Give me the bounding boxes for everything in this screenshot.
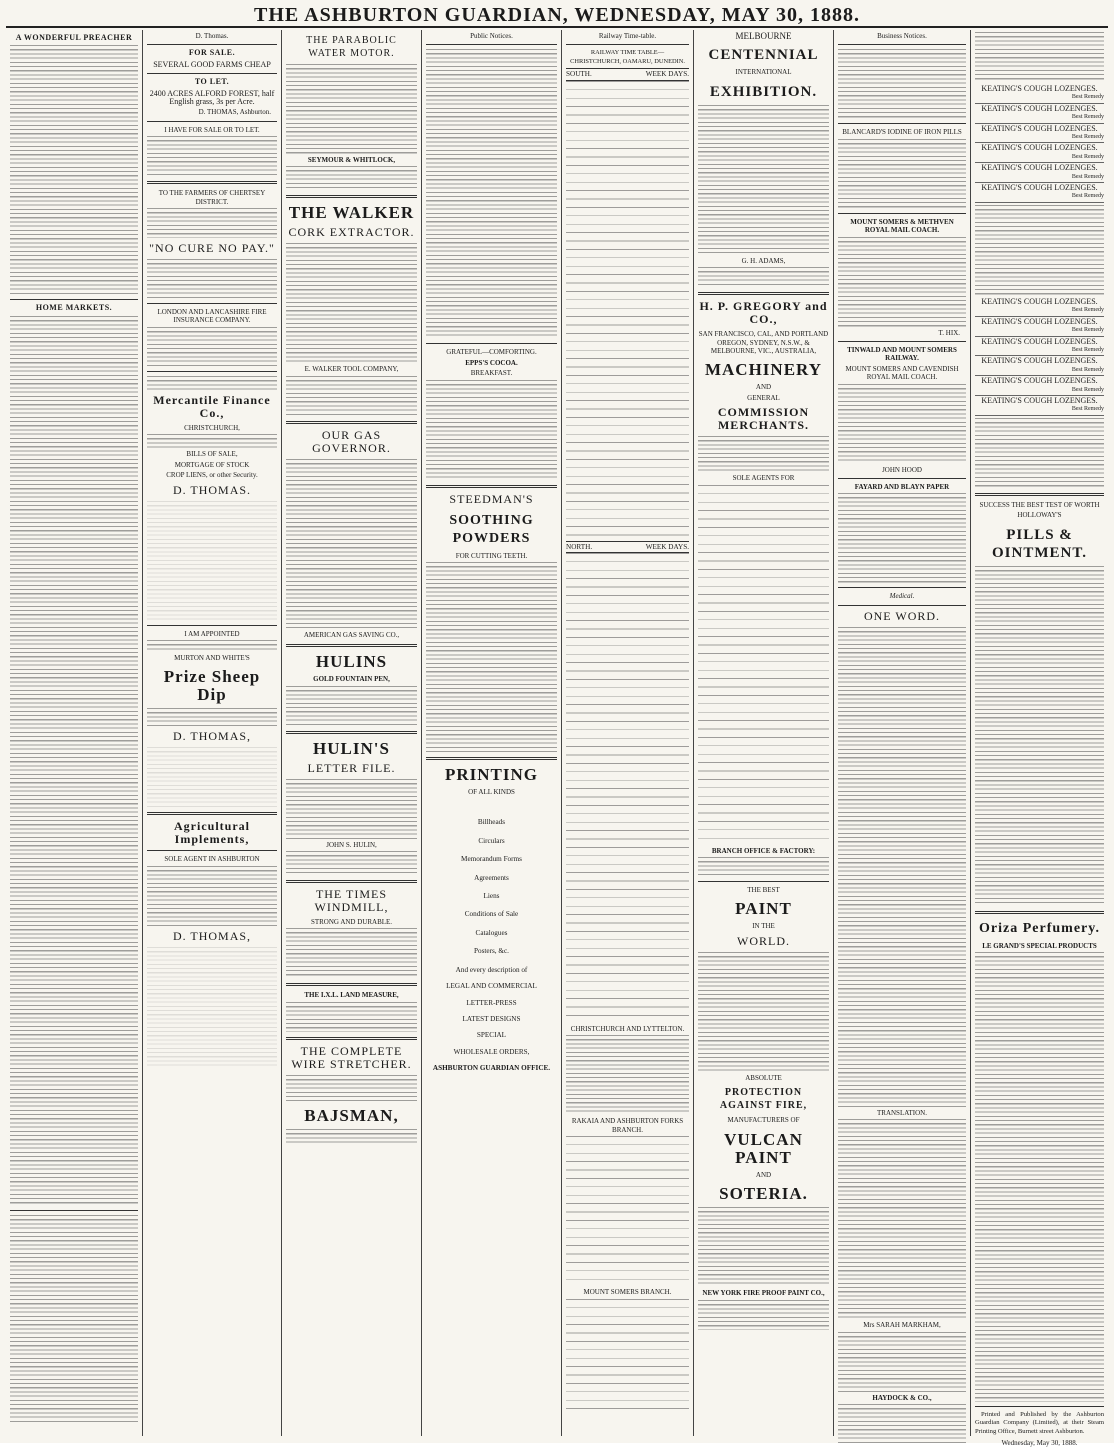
lozenge-remedy: Best Remedy <box>1071 153 1104 160</box>
timetable-header <box>566 68 689 80</box>
hulins-title: HULINS <box>315 652 388 672</box>
printing-item: LATEST DESIGNS <box>462 1014 521 1023</box>
gas-governor-body <box>286 459 417 629</box>
divider <box>286 644 417 647</box>
wire-stretcher-sig: BAJSMAN, <box>304 1105 399 1125</box>
markets-body <box>10 316 138 1206</box>
lozenge-ad <box>975 104 1104 124</box>
week-days-label: WEEK DAYS. <box>645 70 689 79</box>
implements-sig: D. THOMAS, <box>172 928 252 943</box>
lozenge-ad <box>975 376 1104 396</box>
letter-file-addr <box>286 851 417 875</box>
keating-testimonial-2 <box>975 418 1104 488</box>
mercantile-sig: D. THOMAS. <box>172 482 252 497</box>
column-7 <box>834 30 971 1436</box>
printing-item: Catalogues <box>475 928 508 937</box>
markets-heading: HOME MARKETS. <box>35 303 113 313</box>
spacer <box>426 798 557 808</box>
divider <box>426 485 557 488</box>
walker-body <box>286 243 417 363</box>
divider <box>147 625 277 626</box>
windmill-title: THE TIMES WINDMILL, <box>314 887 389 915</box>
divider <box>147 371 277 372</box>
tinwald-sub: MOUNT SOMERS AND CAVENDISH ROYAL MAIL COACH. <box>845 364 959 382</box>
lozenge-ad <box>975 317 1104 337</box>
railway-heading: Railway Time-table. <box>598 32 657 40</box>
divider <box>426 44 557 45</box>
column-8 <box>971 30 1108 1448</box>
farmers-title: TO THE FARMERS OF CHERTSEY DISTRICT. <box>158 189 266 206</box>
printing-item: And every description of <box>455 965 528 974</box>
public-notices-heading: Public Notices. <box>470 32 513 40</box>
divider <box>286 195 417 198</box>
water-motor-body <box>286 64 417 154</box>
keating-testimonial <box>975 205 1104 295</box>
holloway-sub: HOLLOWAY'S <box>1017 511 1062 520</box>
divider <box>286 731 417 734</box>
haydock-sig: HAYDOCK & CO., <box>872 1393 932 1402</box>
walker-body-2 <box>286 376 417 416</box>
wire-stretcher-body <box>286 1075 417 1101</box>
centennial-title: CENTENNIAL <box>708 47 819 64</box>
divider <box>147 303 277 304</box>
cutting-teeth: FOR CUTTING TEETH. <box>455 551 528 560</box>
tinwald-body <box>838 384 966 464</box>
column-4 <box>422 30 562 1436</box>
lozenge-title: KEATING'S COUGH LOZENGES. <box>981 123 1098 133</box>
printing-item: Agreements <box>474 873 509 882</box>
divider <box>286 983 417 986</box>
markham-sig: Mrs SARAH MARKHAM, <box>863 1321 941 1330</box>
sole-agents: SOLE AGENTS FOR <box>732 474 795 483</box>
tinwald-title: TINWALD AND MOUNT SOMERS RAILWAY. <box>847 346 957 363</box>
mount-somers-heading: MOUNT SOMERS BRANCH. <box>583 1288 672 1297</box>
medical-heading: Medical. <box>889 592 915 601</box>
printing-item: Conditions of Sale <box>464 910 519 919</box>
soteria: SOTERIA. <box>719 1184 808 1204</box>
divider <box>975 493 1104 496</box>
lozenge-ad <box>975 143 1104 163</box>
gas-governor-title: OUR GAS GOVERNOR. <box>312 427 391 455</box>
printing-item: Liens <box>483 892 500 901</box>
soothing-powders: SOOTHING POWDERS <box>449 512 534 546</box>
farmers-body <box>147 208 277 238</box>
lozenge-remedy: Best Remedy <box>1071 114 1104 121</box>
ad-top-sig: D. Thomas. <box>195 32 229 40</box>
printing-item: Circulars <box>478 836 505 845</box>
divider <box>147 44 277 45</box>
lozenge-title: KEATING'S COUGH LOZENGES. <box>981 163 1098 173</box>
insurance-body <box>147 327 277 367</box>
masthead-title: THE ASHBURTON GUARDIAN, WEDNESDAY, MAY 30, 1888. <box>254 3 860 26</box>
gas-governor-sig: AMERICAN GAS SAVING CO., <box>303 630 400 639</box>
lozenge-remedy: Best Remedy <box>1071 94 1104 101</box>
story-heading: A WONDERFUL PREACHER <box>15 33 133 42</box>
lozenge-title: KEATING'S COUGH LOZENGES. <box>981 296 1098 306</box>
world-title: WORLD. <box>737 933 790 948</box>
imprint-date: Wednesday, May 30, 1888. <box>1001 1439 1078 1448</box>
lozenge-title: KEATING'S COUGH LOZENGES. <box>981 376 1098 386</box>
oriza-title: Oriza Perfumery. <box>979 920 1100 936</box>
column-6 <box>694 30 834 1436</box>
lozenge-title: KEATING'S COUGH LOZENGES. <box>981 336 1098 346</box>
divider <box>147 850 277 851</box>
lozenge-remedy: Best Remedy <box>1071 327 1104 334</box>
epps-body <box>426 380 557 480</box>
to-let-title: TO LET. <box>194 77 230 87</box>
exhibition-body <box>698 105 829 255</box>
lozenge-ad <box>975 183 1104 203</box>
column-3 <box>282 30 422 1436</box>
translation-body <box>838 1119 966 1319</box>
printing-title: PRINTING <box>444 765 538 785</box>
mercantile-body <box>147 434 277 448</box>
mercantile-sub: CHRISTCHURCH, <box>184 423 240 432</box>
agents-list <box>698 485 829 845</box>
blank-space-3 <box>147 947 277 1067</box>
exhibition-addr <box>698 267 829 287</box>
lozenge-title: KEATING'S COUGH LOZENGES. <box>981 395 1098 405</box>
to-let-sig: D. THOMAS, Ashburton. <box>198 108 271 117</box>
murton-white: MURTON AND WHITE'S <box>174 653 250 662</box>
column-5 <box>562 30 694 1436</box>
steedman-body <box>426 562 557 752</box>
divider <box>10 1210 138 1211</box>
imprint: Printed and Published by the Ashburton Guardian Company (Limited), at their Steam Printing Office, Burnett street Ashburton. <box>975 1410 1104 1435</box>
notices-body <box>426 49 557 339</box>
blank-space <box>147 501 277 621</box>
lozenge-title: KEATING'S COUGH LOZENGES. <box>981 316 1098 326</box>
columns <box>6 30 1108 1448</box>
insurance-title: LONDON AND LANCASHIRE FIRE INSURANCE COMPANY. <box>157 308 267 325</box>
wire-stretcher-title: THE COMPLETE WIRE STRETCHER. <box>291 1043 412 1071</box>
gregory-sub: SAN FRANCISCO, CAL, AND PORTLAND OREGON, SYDNEY, N.S.W., & MELBOURNE, VIC., AUSTRALIA, <box>698 330 829 356</box>
printing-item: LEGAL AND COMMERCIAL <box>446 982 537 991</box>
paint-title: PAINT <box>735 899 792 919</box>
divider <box>147 181 277 184</box>
land-measure-body <box>286 1002 417 1032</box>
coach-title: MOUNT SOMERS & METHVEN ROYAL MAIL COACH. <box>850 217 954 235</box>
printing-sub: OF ALL KINDS <box>468 788 515 797</box>
extract-body <box>10 1215 138 1425</box>
divider <box>838 44 966 45</box>
haydock-caution <box>838 1404 966 1444</box>
best-title: THE BEST <box>747 886 780 895</box>
water-motor-sig: SEYMOUR & WHITLOCK, <box>307 156 396 164</box>
steedman-title: STEEDMAN'S <box>449 491 534 506</box>
mercantile-item-3: CROP LIENS, or other Security. <box>166 471 258 480</box>
manufacturers: MANUFACTURERS OF <box>727 1116 800 1125</box>
implements-title: Agricultural Implements, <box>174 819 250 847</box>
lozenge-title: KEATING'S COUGH LOZENGES. <box>981 183 1098 193</box>
walker-sig: E. WALKER TOOL COMPANY, <box>304 365 399 374</box>
lozenge-title: KEATING'S COUGH LOZENGES. <box>981 84 1098 93</box>
divider <box>698 292 829 295</box>
success-title: SUCCESS THE BEST TEST OF WORTH <box>979 500 1100 509</box>
for-sale-title: FOR SALE. <box>188 48 236 58</box>
divider <box>426 343 557 344</box>
lozenge-remedy: Best Remedy <box>1071 307 1104 314</box>
machinery-title: MACHINERY <box>704 360 822 380</box>
walker-title: THE WALKER <box>288 203 415 223</box>
fayard-title: FAYARD AND BLAYN PAPER <box>854 483 950 492</box>
coach-sig: T. HIX. <box>938 328 960 337</box>
epps-sub: EPPS'S COCOA. <box>465 358 518 367</box>
north-timetable <box>566 553 689 1023</box>
machinery-and: AND <box>755 383 772 392</box>
sheep-dip-title: Prize Sheep Dip <box>163 667 261 705</box>
mercantile-item-2: MORTGAGE OF STOCK <box>174 460 250 469</box>
for-sale-body: SEVERAL GOOD FARMS CHEAP <box>153 59 271 69</box>
vulcan-sig: NEW YORK FIRE PROOF PAINT CO., <box>702 1289 825 1298</box>
to-let-body: 2400 ACRES ALFORD FOREST, half English grass, 3s per Acre. <box>149 88 275 107</box>
farmers-body-2 <box>147 259 277 299</box>
mercantile-item-1: BILLS OF SALE, <box>186 450 238 459</box>
international-title: INTERNATIONAL <box>735 68 792 77</box>
divider <box>838 478 966 479</box>
fayard-body <box>838 493 966 583</box>
divider <box>975 1406 1104 1407</box>
printing-item: ASHBURTON GUARDIAN OFFICE. <box>432 1064 551 1073</box>
keating-body <box>838 49 966 119</box>
exhibition-sig: G. H. ADAMS, <box>741 256 786 265</box>
lozenge-ad <box>975 356 1104 376</box>
printing-item: Memorandum Forms <box>461 855 522 864</box>
land-measure-title: THE I.X.L. LAND MEASURE, <box>304 991 399 1000</box>
hulins-sub: GOLD FOUNTAIN PEN, <box>313 675 390 684</box>
machinery-general: GENERAL <box>747 393 780 402</box>
appointed-body <box>147 376 277 390</box>
branch-office: BRANCH OFFICE & FACTORY: <box>711 846 816 855</box>
lozenge-ad <box>975 124 1104 144</box>
hulins-body <box>286 686 417 726</box>
sheep-dip-sig: D. THOMAS, <box>172 729 252 744</box>
paint-body <box>698 952 829 1072</box>
column-2 <box>143 30 282 1436</box>
divider <box>147 121 277 122</box>
vulcan-addr <box>698 1300 829 1330</box>
divider <box>838 123 966 124</box>
windmill-body <box>286 928 417 978</box>
implements-list <box>147 866 277 926</box>
walker-sub: CORK EXTRACTOR. <box>288 225 415 240</box>
one-word-title: ONE WORD. <box>863 608 941 623</box>
printing-item: Billheads <box>477 818 506 827</box>
letter-file-sub: LETTER FILE. <box>307 760 396 775</box>
letter-file-body <box>286 779 417 839</box>
timetable-header-2 <box>566 541 689 553</box>
lozenge-ad <box>975 163 1104 183</box>
fire-protection: PROTECTION AGAINST FIRE, <box>719 1087 808 1112</box>
haydock-body <box>838 1332 966 1392</box>
mount-somers-timetable <box>566 1299 689 1409</box>
railway-sub: RAILWAY TIME TABLE—CHRISTCHURCH, OAMARU, DUNEDIN. <box>570 49 685 65</box>
sheep-dip-body <box>147 708 277 726</box>
lozenge-title: KEATING'S COUGH LOZENGES. <box>981 356 1098 366</box>
epps-title: GRATEFUL—COMFORTING. <box>446 348 537 357</box>
agent-body <box>147 640 277 652</box>
printing-item: LETTER-PRESS <box>466 998 517 1007</box>
windmill-sub: STRONG AND DURABLE. <box>310 918 393 927</box>
blancard-title: BLANCARD'S IODINE OF IRON PILLS <box>842 128 962 137</box>
blancard-body <box>838 139 966 209</box>
printing-item: WHOLESALE ORDERS, <box>453 1047 530 1056</box>
blank-space-2 <box>147 747 277 807</box>
lozenge-remedy: Best Remedy <box>1071 346 1104 353</box>
lozenge-ad <box>975 297 1104 317</box>
divider <box>838 605 966 606</box>
divider <box>698 881 829 882</box>
translation-title: TRANSLATION. <box>877 1108 927 1117</box>
vulcan-paint: VULCAN PAINT <box>724 1129 803 1167</box>
agent-title: I AM APPOINTED <box>184 629 240 638</box>
divider <box>838 213 966 214</box>
south-label: SOUTH. <box>566 70 592 79</box>
lozenge-ad <box>975 84 1104 104</box>
holloway-body <box>975 566 1104 906</box>
melbourne-title: MELBOURNE <box>735 31 792 41</box>
week-days-label-2: WEEK DAYS. <box>645 542 689 551</box>
keating-powder-body <box>975 32 1104 82</box>
in-the: IN THE <box>752 922 775 931</box>
lozenge-remedy: Best Remedy <box>1071 173 1104 180</box>
commission-title: COMMISSION MERCHANTS. <box>717 405 810 433</box>
printing-item: SPECIAL <box>476 1031 507 1040</box>
rakaia-heading: RAKAIA AND ASHBURTON FORKS BRANCH. <box>571 1117 684 1134</box>
water-motor-title: THE PARABOLIC WATER MOTOR. <box>306 35 397 59</box>
gregory-body <box>698 436 829 472</box>
lozenge-remedy: Best Remedy <box>1071 406 1104 413</box>
lozenge-remedy: Best Remedy <box>1071 193 1104 200</box>
lozenge-remedy: Best Remedy <box>1071 386 1104 393</box>
north-label: NORTH. <box>566 542 593 551</box>
story-body <box>10 45 138 295</box>
divider <box>838 587 966 588</box>
absolute-title: ABSOLUTE <box>745 1073 782 1082</box>
wire-stretcher-addr <box>286 1129 417 1145</box>
divider <box>286 880 417 883</box>
sale-or-let-title: I HAVE FOR SALE OR TO LET. <box>164 125 260 134</box>
lozenge-remedy: Best Remedy <box>1071 134 1104 141</box>
rakaia-timetable <box>566 1136 689 1286</box>
divider <box>975 911 1104 914</box>
one-word-body <box>838 627 966 1107</box>
divider <box>286 1037 417 1040</box>
lozenge-ad <box>975 396 1104 416</box>
lozenge-remedy: Best Remedy <box>1071 366 1104 373</box>
letter-file-title: HULIN'S <box>313 738 390 758</box>
masthead <box>6 4 1108 28</box>
gregory-title: H. P. GREGORY and CO., <box>699 299 828 327</box>
coach-body <box>838 237 966 327</box>
lyttelton-heading: CHRISTCHURCH AND LYTTELTON. <box>570 1025 685 1034</box>
tinwald-sig: JOHN HOOD <box>882 465 922 474</box>
divider <box>147 812 277 815</box>
pills-ointment: PILLS & OINTMENT. <box>992 526 1087 561</box>
printing-item: Posters, &c. <box>474 947 509 956</box>
divider <box>10 299 138 300</box>
branch-office-addr <box>698 857 829 877</box>
column-1 <box>6 30 143 1436</box>
south-timetable <box>566 81 689 541</box>
oriza-sub: LE GRAND'S SPECIAL PRODUCTS <box>982 941 1097 950</box>
divider <box>147 73 277 74</box>
divider <box>426 757 557 760</box>
lozenge-title: KEATING'S COUGH LOZENGES. <box>981 143 1098 153</box>
divider <box>838 341 966 342</box>
vulcan-body <box>698 1207 829 1287</box>
lozenge-ad <box>975 337 1104 357</box>
letter-file-sig: JOHN S. HULIN, <box>326 840 377 849</box>
oriza-body <box>975 952 1104 1402</box>
vulcan-and: AND <box>755 1170 772 1179</box>
divider <box>566 44 689 45</box>
lozenge-title: KEATING'S COUGH LOZENGES. <box>981 103 1098 113</box>
business-heading: Business Notices. <box>877 32 927 40</box>
exhibition-title: EXHIBITION. <box>709 83 818 100</box>
epps-sub2: BREAKFAST. <box>470 369 513 378</box>
implements-body: SOLE AGENT IN ASHBURTON <box>164 855 260 864</box>
water-motor-addr <box>286 166 417 190</box>
mercantile-title: Mercantile Finance Co., <box>153 392 271 420</box>
no-cure-quote: "NO CURE NO PAY." <box>149 241 275 256</box>
sale-or-let-body <box>147 136 277 176</box>
divider <box>286 421 417 424</box>
lyttelton-body <box>566 1035 689 1115</box>
